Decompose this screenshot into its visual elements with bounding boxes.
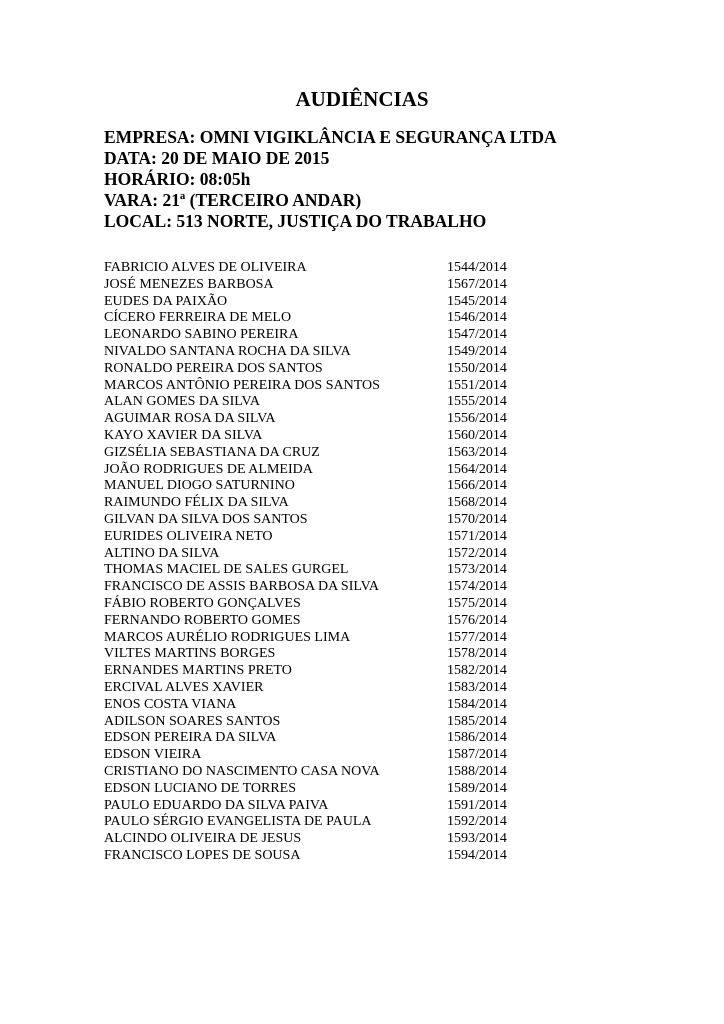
list-item xyxy=(104,411,524,428)
party-name: EUDES DA PAIXÃO xyxy=(104,293,228,309)
party-name: ALTINO DA SILVA xyxy=(104,545,220,561)
party-name: ADILSON SOARES SANTOS xyxy=(104,713,281,729)
process-number: 1546/2014 xyxy=(447,310,507,326)
party-name: RAIMUNDO FÉLIX DA SILVA xyxy=(104,495,289,511)
page-title xyxy=(0,86,724,112)
process-number: 1593/2014 xyxy=(447,831,507,847)
list-item xyxy=(104,630,524,647)
party-name: NIVALDO SANTANA ROCHA DA SILVA xyxy=(104,343,351,359)
party-name: FERNANDO ROBERTO GOMES xyxy=(104,612,301,628)
location-line: LOCAL: 513 NORTE, JUSTIÇA DO TRABALHO xyxy=(104,211,487,231)
list-item xyxy=(104,680,524,697)
process-number: 1576/2014 xyxy=(447,612,507,628)
process-number: 1544/2014 xyxy=(447,260,507,275)
list-item xyxy=(104,596,524,613)
process-number: 1578/2014 xyxy=(447,646,507,662)
party-name: MARCOS ANTÔNIO PEREIRA DOS SANTOS xyxy=(104,377,380,393)
process-number: 1577/2014 xyxy=(447,629,507,645)
party-name: MANUEL DIOGO SATURNINO xyxy=(104,478,295,494)
process-number: 1591/2014 xyxy=(447,797,507,813)
process-number: 1587/2014 xyxy=(447,747,507,763)
process-number: 1584/2014 xyxy=(447,696,507,712)
party-name: EDSON LUCIANO DE TORRES xyxy=(104,780,296,796)
list-item xyxy=(104,764,524,781)
list-item xyxy=(104,327,524,344)
process-number: 1547/2014 xyxy=(447,327,507,343)
list-item xyxy=(104,294,524,311)
list-item xyxy=(104,663,524,680)
process-number: 1550/2014 xyxy=(447,360,507,376)
list-item xyxy=(104,714,524,731)
list-item xyxy=(104,378,524,395)
list-item xyxy=(104,445,524,462)
list-item xyxy=(104,529,524,546)
party-name: ERCIVAL ALVES XAVIER xyxy=(104,679,264,695)
party-name: FABRICIO ALVES DE OLIVEIRA xyxy=(104,260,307,275)
process-number: 1551/2014 xyxy=(447,377,507,393)
party-name: PAULO EDUARDO DA SILVA PAIVA xyxy=(104,797,329,813)
process-number: 1560/2014 xyxy=(447,427,507,443)
list-item xyxy=(104,277,524,294)
list-item xyxy=(104,579,524,596)
process-number: 1571/2014 xyxy=(447,528,507,544)
process-number: 1594/2014 xyxy=(447,847,507,863)
list-item xyxy=(104,344,524,361)
hearing-details xyxy=(104,127,557,232)
process-number: 1588/2014 xyxy=(447,763,507,779)
process-number: 1583/2014 xyxy=(447,679,507,695)
process-number: 1589/2014 xyxy=(447,780,507,796)
party-name: JOSÉ MENEZES BARBOSA xyxy=(104,276,274,292)
party-name: ALAN GOMES DA SILVA xyxy=(104,394,260,410)
list-item xyxy=(104,495,524,512)
process-number: 1568/2014 xyxy=(447,495,507,511)
party-name: FÁBIO ROBERTO GONÇALVES xyxy=(104,595,301,611)
process-number: 1582/2014 xyxy=(447,663,507,679)
party-name: ALCINDO OLIVEIRA DE JESUS xyxy=(104,831,302,847)
process-number: 1570/2014 xyxy=(447,511,507,527)
list-item xyxy=(104,428,524,445)
process-number: 1564/2014 xyxy=(447,461,507,477)
court-line: VARA: 21ª (TERCEIRO ANDAR) xyxy=(104,190,362,210)
party-name: ERNANDES MARTINS PRETO xyxy=(104,663,292,679)
time-line: HORÁRIO: 08:05h xyxy=(104,169,251,189)
party-name: AGUIMAR ROSA DA SILVA xyxy=(104,411,276,427)
party-name: EURIDES OLIVEIRA NETO xyxy=(104,528,273,544)
process-number: 1572/2014 xyxy=(447,545,507,561)
process-number: 1563/2014 xyxy=(447,444,507,460)
party-name: FRANCISCO LOPES DE SOUSA xyxy=(104,847,301,863)
process-number: 1574/2014 xyxy=(447,579,507,595)
process-number: 1545/2014 xyxy=(447,293,507,309)
party-name: EDSON PEREIRA DA SILVA xyxy=(104,730,277,746)
list-item xyxy=(104,310,524,327)
list-item xyxy=(104,361,524,378)
list-item xyxy=(104,814,524,831)
party-name: VILTES MARTINS BORGES xyxy=(104,646,276,662)
party-name: LEONARDO SABINO PEREIRA xyxy=(104,327,299,343)
process-number: 1556/2014 xyxy=(447,411,507,427)
date-line: DATA: 20 DE MAIO DE 2015 xyxy=(104,148,330,168)
process-number: 1566/2014 xyxy=(447,478,507,494)
hearing-list xyxy=(104,260,524,865)
party-name: JOÃO RODRIGUES DE ALMEIDA xyxy=(104,461,313,477)
title-text: AUDIÊNCIAS xyxy=(295,87,429,111)
list-item xyxy=(104,613,524,630)
party-name: THOMAS MACIEL DE SALES GURGEL xyxy=(104,562,349,578)
process-number: 1586/2014 xyxy=(447,730,507,746)
party-name: CÍCERO FERREIRA DE MELO xyxy=(104,310,292,326)
party-name: FRANCISCO DE ASSIS BARBOSA DA SILVA xyxy=(104,579,380,595)
party-name: GIZSÉLIA SEBASTIANA DA CRUZ xyxy=(104,444,320,460)
list-item xyxy=(104,478,524,495)
list-item xyxy=(104,546,524,563)
party-name: CRISTIANO DO NASCIMENTO CASA NOVA xyxy=(104,763,380,779)
list-item xyxy=(104,394,524,411)
process-number: 1567/2014 xyxy=(447,276,507,292)
list-item xyxy=(104,831,524,848)
process-number: 1575/2014 xyxy=(447,595,507,611)
party-name: PAULO SÉRGIO EVANGELISTA DE PAULA xyxy=(104,814,372,830)
list-item xyxy=(104,462,524,479)
party-name: ENOS COSTA VIANA xyxy=(104,696,237,712)
list-item xyxy=(104,512,524,529)
list-item xyxy=(104,562,524,579)
party-name: MARCOS AURÉLIO RODRIGUES LIMA xyxy=(104,629,351,645)
party-name: EDSON VIEIRA xyxy=(104,747,202,763)
list-item xyxy=(104,747,524,764)
list-item xyxy=(104,730,524,747)
process-number: 1555/2014 xyxy=(447,394,507,410)
party-name: KAYO XAVIER DA SILVA xyxy=(104,427,263,443)
list-item xyxy=(104,781,524,798)
process-number: 1585/2014 xyxy=(447,713,507,729)
list-item xyxy=(104,798,524,815)
list-item xyxy=(104,260,524,277)
process-number: 1549/2014 xyxy=(447,343,507,359)
list-item xyxy=(104,646,524,663)
list-item xyxy=(104,848,524,865)
process-number: 1573/2014 xyxy=(447,562,507,578)
party-name: RONALDO PEREIRA DOS SANTOS xyxy=(104,360,323,376)
list-item xyxy=(104,697,524,714)
company-line: EMPRESA: OMNI VIGIKLÂNCIA E SEGURANÇA LTDA xyxy=(104,127,557,147)
process-number: 1592/2014 xyxy=(447,814,507,830)
party-name: GILVAN DA SILVA DOS SANTOS xyxy=(104,511,308,527)
